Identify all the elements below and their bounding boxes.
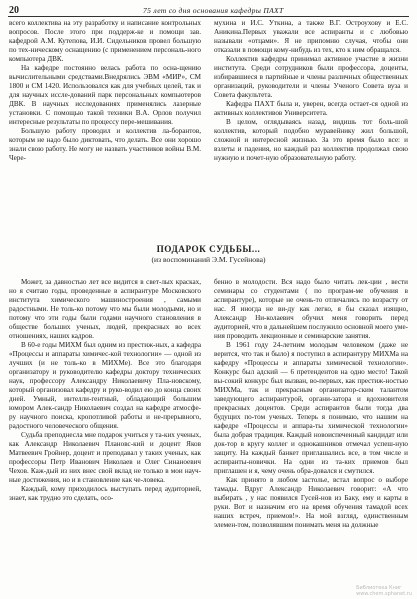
- top-right-column: [214, 19, 408, 241]
- paragraph: всего коллектива на эту разработку и написание контрольных вопросов. После этого при поддерж-ке и помощи зав. кафедрой А.М. Кутепова, И.И. Сидельников провел большую по тех-ническому оснащению (с применением персональ-ного компьютера ДВК.: [9, 19, 201, 64]
- article-subtitle: (из воспоминаний Э.М. Гусейнова): [151, 255, 266, 264]
- paragraph: На кафедре постоянно велась работа по осна-щению вычислительными средствами.Внедрялись ЭВМ «МИР», СМ 1800 и СМ 1420. Использовался как для учебных целей, так и для научных иссле-дований парк персональных компьютеров ДВК. В научных исследованиях применялись лазерные установки. С помощью такой техники В.А. Орлов получил интересные результаты по процессу пере-мешивания.: [9, 64, 201, 127]
- paragraph: Может, за давностью лет все видится в свет-лых красках, но я считаю годы, проведенные в аспирантуре Московского института химического машиностроения , самыми радостными. Не толь-ко потому что мы были молодыми, но и потому что эти годы были годами научного становления в обществе больших ученых, людей, прекрасных во всех отношениях, наших кадров.: [9, 278, 201, 341]
- header-rule: [8, 16, 409, 17]
- paragraph: В 1961 году 24-летним молодым человеком (даже не верится, что так и было) я поступил в аспирантуру МИХМа на кафедру «Процессы и аппараты химической технологии». Конкурс был адский — 6 претендентов на одно место! Такой вы-сокий конкурс был вызван, во-первых, как престиж-ностью МИХМа, так и прекрасным организатор-ским талантом заведующего аспирантурой, органи-затора и вдохновителя прекрасных доцентов. Среди аспирантов были тогда два будущих по-том ученых. Теперь я понимаю, что нашим на кафедре «Процессы и аппара-ты химической технологии» была добрая традиция. Каждый новоиспеченный кандидат или док-тор в кругу коллег и однокашников отмечал успеш-ную защиту. На каждый банкет приглашались все, в том числе и аспиранты-новички. На одни из та-ких приемов был приглашен и я, чему очень обра-довался и смутился.: [214, 341, 408, 476]
- article-title: ПОДАРОК СУДЬБЫ...: [156, 244, 261, 254]
- paragraph: Каждый, кому приходилось выступать перед аудиторией, знает, как трудно это сделать, осо-: [9, 485, 201, 503]
- paragraph: В целом, оглядываясь назад, видишь тот боль-шой коллектив, который подобно муравейнику жил большой, сложной и интересной жизнью. За это время было все: и взлеты и падения, но каждый раз коллектив продолжал свою нужную и почет-ную образовательную работу.: [214, 118, 408, 163]
- watermark: Библиотека Книг www.chem.sphanet.ru: [356, 585, 412, 597]
- running-header: 75 лет со дня основания кафедры ПАХТ: [143, 6, 284, 15]
- paragraph: мухина и И.С. Уткина, а также В.Г. Остроухову и Е.С. Аникина.Первых уважали все аспиранты и с любовью называли «отцами». Я не припомню случая, чтобы они отказали в помощи кому-нибудь из тех, кто к ним обращался.: [214, 19, 408, 55]
- paragraph: В 60-е годы МИХМ был одним из престиж-ных, а кафедра «Процессы и аппараты химичес-кой технологии» — одной из лучших (и не толь-ко в МИХМе). Все это благодаря организатору и руководителю кафедры доктору технических наук, профессору Александру Николаевичу Пла-новскому, который организовал кафедру и руко-водил ею до конца своих дней. Умный, интелли-гентный, обладающий большим юмором Алек-сандр Николаевич создал на кафедре атмосфе-ру научного поиска, кропотливой работы и не-прерывного, радостного человеческого общения.: [9, 341, 201, 431]
- top-left-column: [9, 19, 201, 241]
- bottom-left-column: [9, 278, 201, 593]
- paragraph: бенно в молодости. Вся надо было читать лек-ции , вести семинары со студентами ( по програм-ме обучения в аспирантуре), которые не очень-то отличались по возрасту от нас. Я иногда не ви-ду как легко, я бы сказал изящно, Александр Ни-колаевич обучил меня говорить перед аудиторией, что в дальнейшем послужило основной моего уме-ния проводить лекционные и семинарские занятия.: [214, 278, 408, 341]
- paragraph: Как принято в любом застолье, встал вопрос о выборе тамады. Вдруг Александр Николаевич говорит: «А что выбирать , у нас появился Гусей-нов из Баку, ему и карты в руки. Вот и назначим его на время обучения тамадой всех наших встреч, приемов!». На мой взгляд, единственным элемен-том, позволявшим понимать меня на должные: [214, 476, 408, 530]
- bottom-right-column: [214, 278, 408, 593]
- paragraph: Кафедра ПАХТ была и, уверен, всегда остает-ся одной из активных коллективов Университета.: [214, 100, 408, 118]
- page-number: 20: [9, 5, 19, 16]
- paragraph: Судьба преподнесла мне подарок учиться у та-ких ученых, как Александр Николаевич Плановс-кий и доцент Яков Матвеевич Гройнер, доцент и преподавал у таких ученых, как профессоры Петр Иванович Николаев и Олег Синаноевич Чехов. Каж-дый из них внес свой вклад не только в мои науч-ные достижения, но и в становление как че-ловека.: [9, 431, 201, 485]
- paragraph: Коллектив кафедры принимал активное участие в жизни института. Среди сотрудников были профессора, доценты, избиравшиеся в партийные и члены различных общественных организаций, руководители и члены Ученого Совета вуза и Совета факультета.: [214, 55, 408, 100]
- paragraph: Большую работу проводил и коллектив ла-борантов, которым не надо было диктовать, что делать. Все они хорошо знали свою работу. Не могу не назвать участников войны В.М. Чере-: [9, 127, 201, 163]
